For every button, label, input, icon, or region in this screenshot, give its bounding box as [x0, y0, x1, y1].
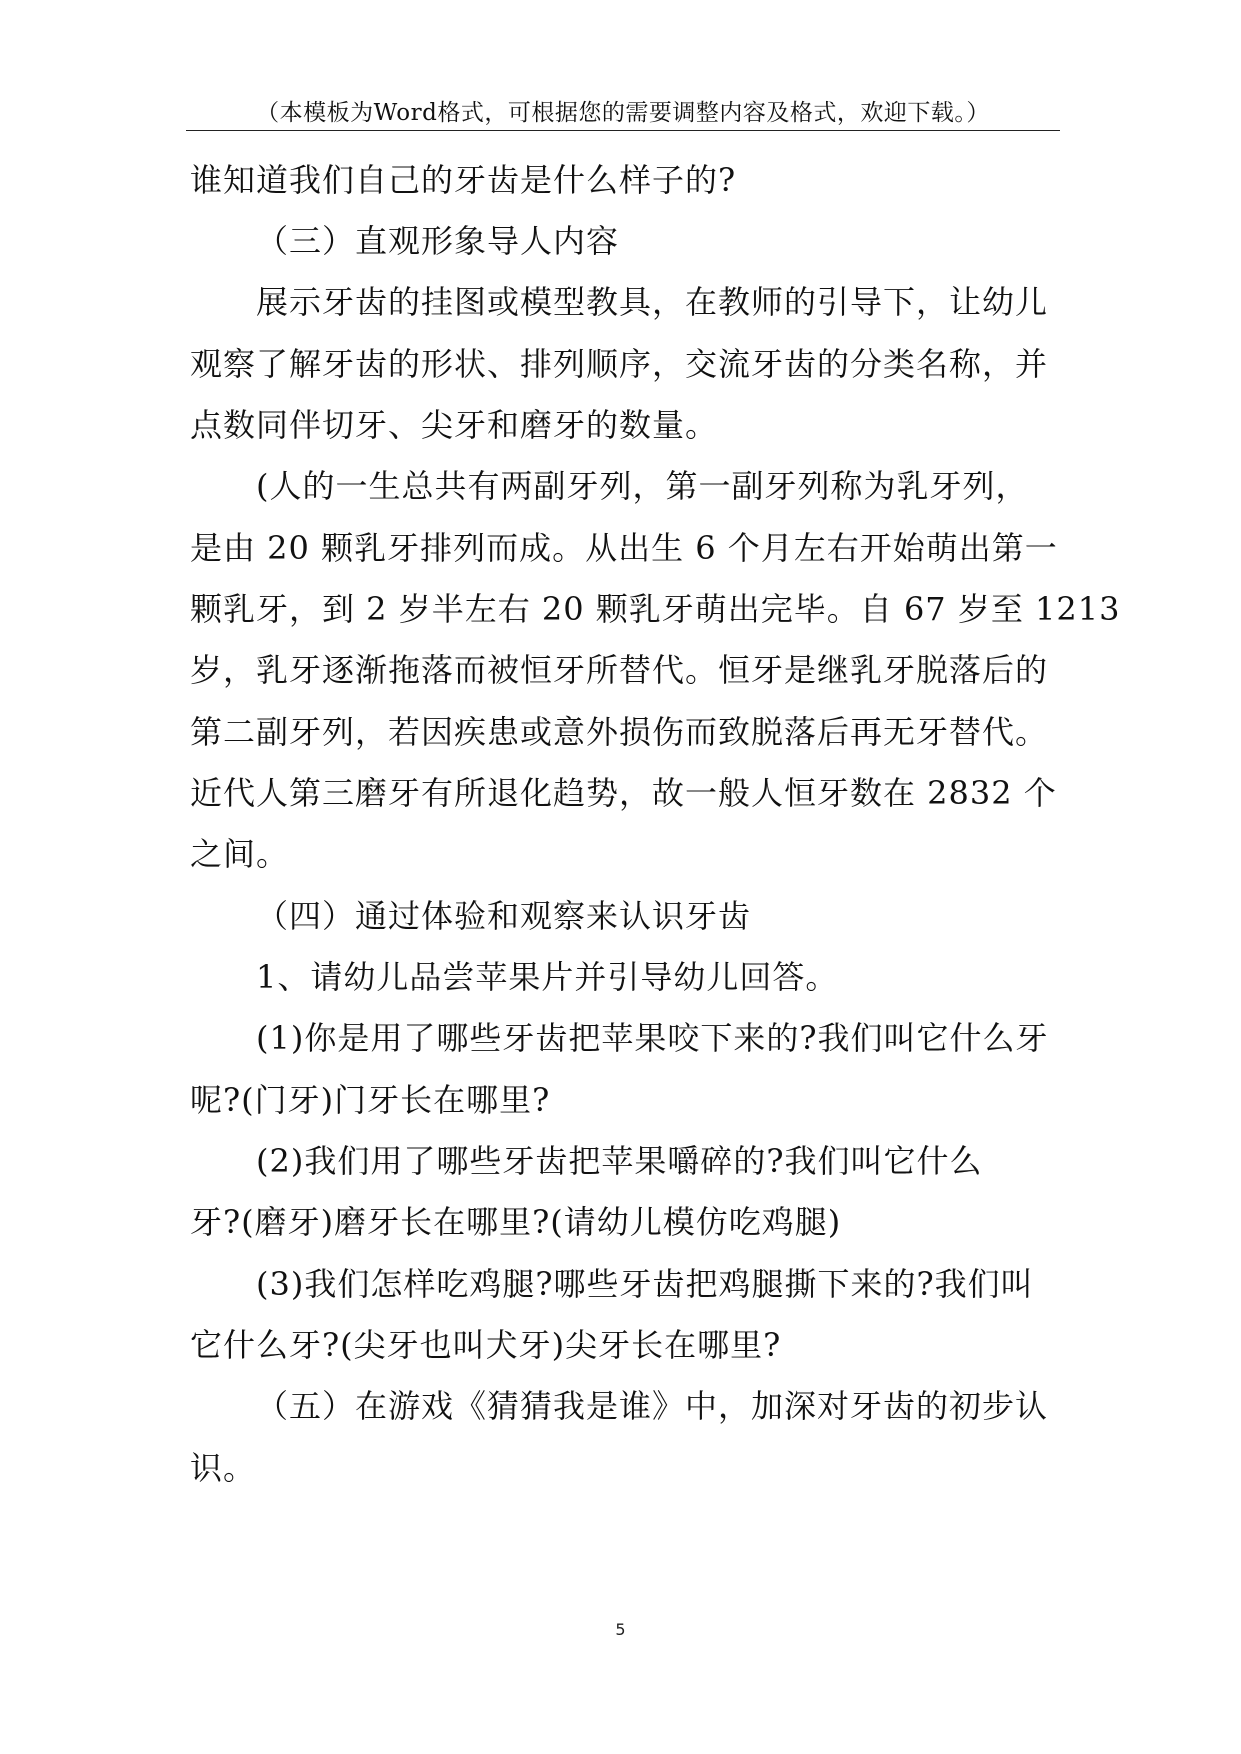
- header-note: （本模板为Word格式，可根据您的需要调整内容及格式，欢迎下载。）: [256, 100, 990, 126]
- page-number: 5: [615, 1620, 626, 1639]
- section-heading-3: （三）直观形象导人内容: [256, 222, 620, 260]
- paragraph-line: 之间。: [190, 835, 290, 873]
- section-heading-5: （五）在游戏《猜猜我是谁》中，加深对牙齿的初步认: [256, 1387, 1049, 1425]
- question-line: (3)我们怎样吃鸡腿?哪些牙齿把鸡腿撕下来的?我们叫: [256, 1265, 1034, 1303]
- question-line: 牙?(磨牙)磨牙长在哪里?(请幼儿模仿吃鸡腿): [190, 1203, 842, 1241]
- paragraph-line: 第二副牙列，若因疾患或意外损伤而致脱落后再无牙替代。: [190, 713, 1049, 751]
- paragraph-line: 观察了解牙齿的形状、排列顺序，交流牙齿的分类名称，并: [190, 345, 1049, 383]
- paragraph-line: 岁，乳牙逐渐拖落而被恒牙所替代。恒牙是继乳牙脱落后的: [190, 651, 1049, 689]
- paragraph-line: 谁知道我们自己的牙齿是什么样子的?: [190, 161, 737, 199]
- paragraph-line: (人的一生总共有两副牙列，第一副牙列称为乳牙列，: [256, 467, 1029, 505]
- question-line: 它什么牙?(尖牙也叫犬牙)尖牙长在哪里?: [190, 1326, 782, 1364]
- paragraph-line: 是由 20 颗乳牙排列而成。从出生 6 个月左右开始萌出第一: [190, 529, 1058, 567]
- header-divider: [186, 130, 1060, 131]
- paragraph-line: 近代人第三磨牙有所退化趋势，故一般人恒牙数在 2832 个: [190, 774, 1057, 812]
- question-line: (2)我们用了哪些牙齿把苹果嚼碎的?我们叫它什么: [256, 1142, 983, 1180]
- question-line: 呢?(门牙)门牙长在哪里?: [190, 1081, 551, 1119]
- paragraph-line: 识。: [190, 1449, 257, 1487]
- paragraph-line: 展示牙齿的挂图或模型教具，在教师的引导下，让幼儿: [256, 283, 1049, 321]
- list-item: 1、请幼儿品尝苹果片并引导幼儿回答。: [256, 958, 839, 996]
- question-line: (1)你是用了哪些牙齿把苹果咬下来的?我们叫它什么牙: [256, 1019, 1049, 1057]
- paragraph-line: 点数同伴切牙、尖牙和磨牙的数量。: [190, 406, 719, 444]
- paragraph-line: 颗乳牙，到 2 岁半左右 20 颗乳牙萌出完毕。自 67 岁至 1213: [190, 590, 1121, 628]
- section-heading-4: （四）通过体验和观察来认识牙齿: [256, 897, 752, 935]
